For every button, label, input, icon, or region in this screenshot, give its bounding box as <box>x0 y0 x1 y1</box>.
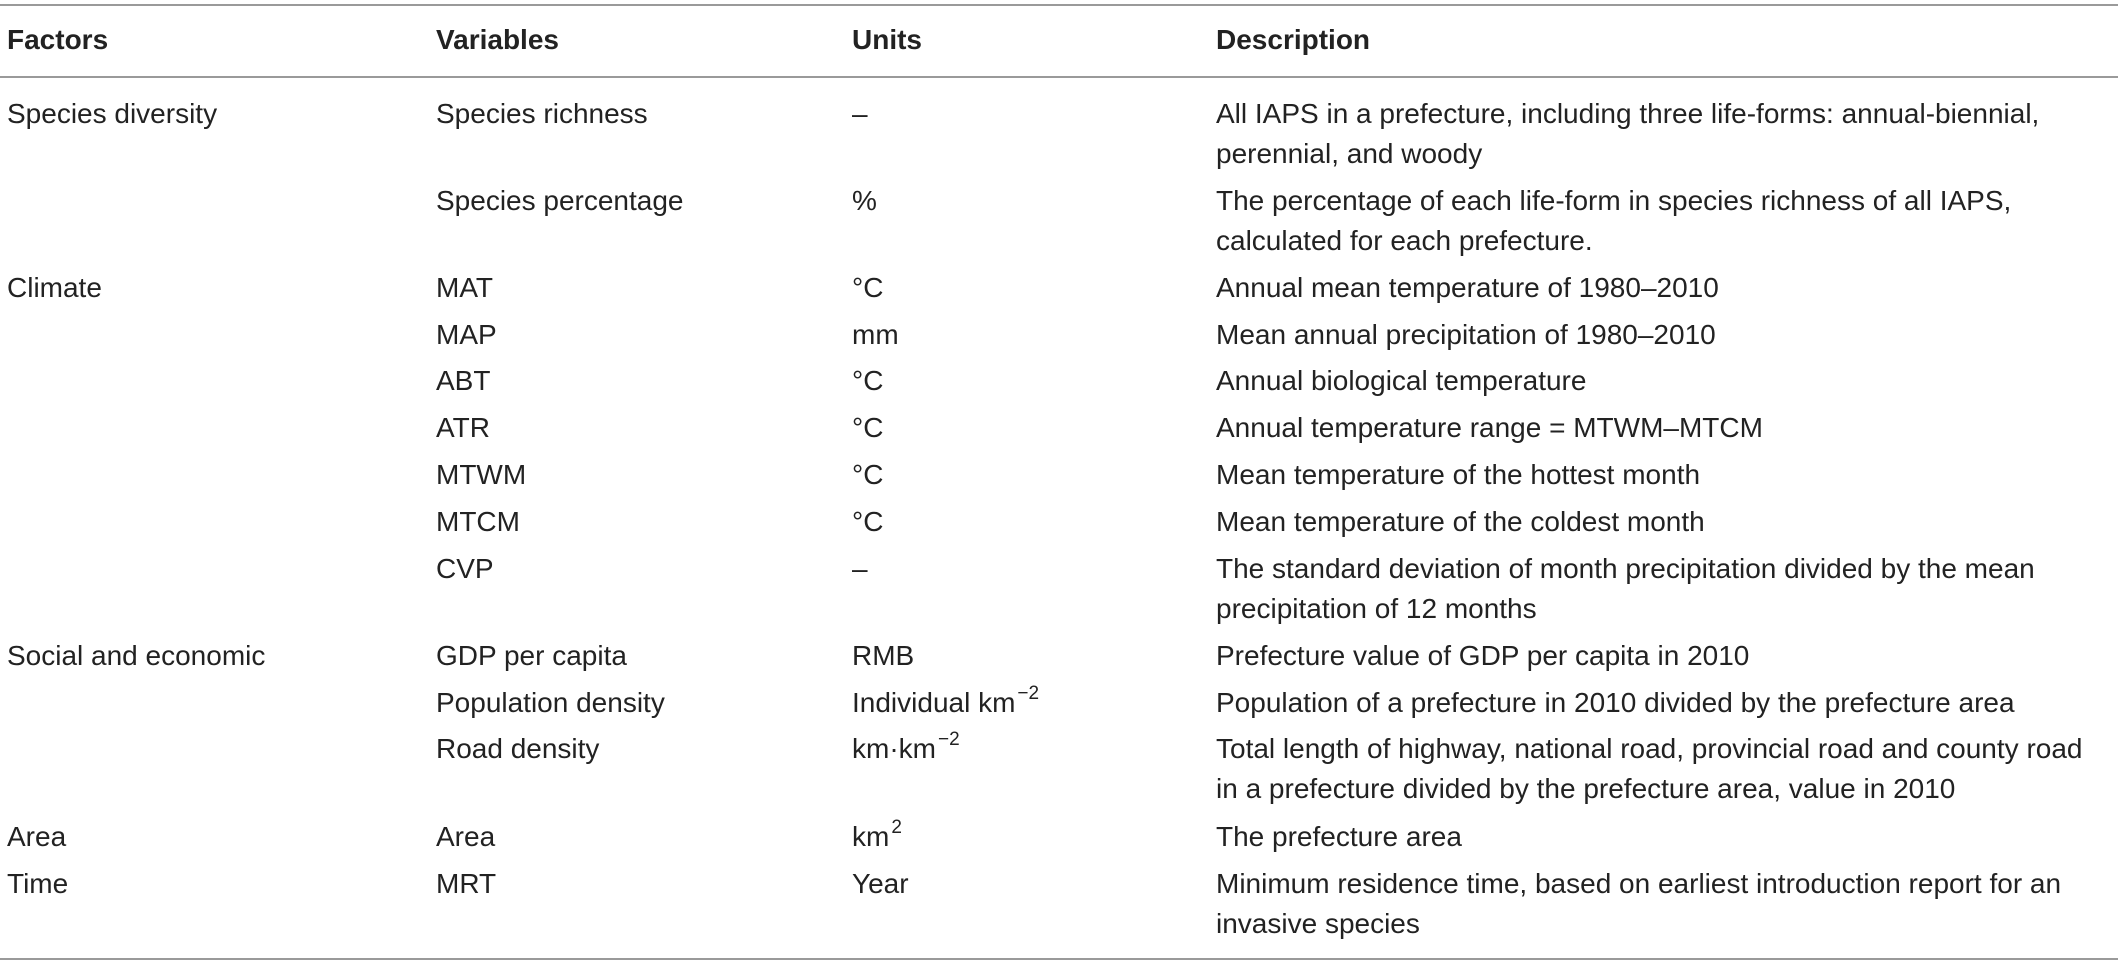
cell-variable: MTWM <box>436 459 527 490</box>
cell-variable: Species percentage <box>436 185 684 216</box>
cell-variable: Population density <box>436 687 665 718</box>
description-line: Annual mean temperature of 1980–2010 <box>1216 272 1719 303</box>
cell-description <box>1216 181 2111 261</box>
cell-description <box>1216 683 2111 723</box>
cell-variable: ABT <box>436 365 491 396</box>
cell-unit <box>852 408 883 448</box>
cell-unit <box>852 864 909 904</box>
cell-variable: GDP per capita <box>436 640 627 671</box>
cell-unit-text: °C <box>852 459 884 490</box>
header-factors: Factors <box>7 24 109 55</box>
cell-description <box>1216 408 2111 448</box>
cell-unit-text: °C <box>852 272 884 303</box>
description-line: Annual temperature range = MTWM–MTCM <box>1216 412 1763 443</box>
description-line: invasive species <box>1216 908 1420 939</box>
cell-unit-exponent: −2 <box>937 728 960 750</box>
cell-description <box>1216 268 2111 308</box>
cell-unit-text: km·km <box>852 733 936 764</box>
description-line: Mean temperature of the hottest month <box>1216 459 1701 490</box>
description-line: Total length of highway, national road, provincial road and county road <box>1216 733 2083 764</box>
cell-unit <box>852 729 960 769</box>
cell-variable: MTCM <box>436 506 520 537</box>
cell-unit <box>852 361 883 401</box>
cell-description <box>1216 94 2111 174</box>
cell-description <box>1216 817 2111 857</box>
cell-unit <box>852 181 877 221</box>
cell-unit <box>852 549 868 589</box>
cell-factor: Climate <box>7 272 102 303</box>
cell-unit-text: – <box>852 553 868 584</box>
cell-unit-text: RMB <box>852 640 915 671</box>
cell-unit-text: °C <box>852 412 884 443</box>
cell-unit-exponent: 2 <box>891 816 902 838</box>
cell-unit-text: km <box>852 821 890 852</box>
description-line: calculated for each prefecture. <box>1216 225 1593 256</box>
description-line: Mean annual precipitation of 1980–2010 <box>1216 319 1716 350</box>
cell-factor: Species diversity <box>7 98 218 129</box>
cell-unit-exponent: −2 <box>1017 682 1040 704</box>
cell-unit-text: mm <box>852 319 899 350</box>
cell-variable: ATR <box>436 412 490 443</box>
cell-unit <box>852 455 883 495</box>
cell-description <box>1216 502 2111 542</box>
header-description: Description <box>1216 24 1371 55</box>
cell-variable: CVP <box>436 553 494 584</box>
table-top-rule <box>0 4 2118 6</box>
header-variables: Variables <box>436 24 559 55</box>
cell-unit <box>852 315 899 355</box>
header-units: Units <box>852 24 922 55</box>
cell-unit-text: % <box>852 185 877 216</box>
cell-variable: Species richness <box>436 98 648 129</box>
cell-description <box>1216 636 2111 676</box>
cell-description <box>1216 455 2111 495</box>
cell-unit-text: Year <box>852 868 909 899</box>
cell-factor: Area <box>7 821 67 852</box>
description-line: Annual biological temperature <box>1216 365 1587 396</box>
description-line: precipitation of 12 months <box>1216 593 1537 624</box>
cell-variable: MAT <box>436 272 494 303</box>
description-line: The prefecture area <box>1216 821 1462 852</box>
cell-unit <box>852 636 914 676</box>
cell-unit <box>852 683 1039 723</box>
table-bottom-rule <box>0 958 2118 960</box>
cell-unit <box>852 817 902 857</box>
description-line: in a prefecture divided by the prefecture area, value in 2010 <box>1216 773 1956 804</box>
description-line: The percentage of each life-form in species richness of all IAPS, <box>1216 185 2012 216</box>
cell-variable: Road density <box>436 733 600 764</box>
description-line: All IAPS in a prefecture, including three life-forms: annual-biennial, <box>1216 98 2040 129</box>
description-line: Minimum residence time, based on earliest introduction report for an <box>1216 868 2062 899</box>
cell-unit-text: Individual km <box>852 687 1016 718</box>
cell-unit <box>852 502 883 542</box>
description-line: The standard deviation of month precipitation divided by the mean <box>1216 553 2035 584</box>
header-rule <box>0 76 2118 78</box>
cell-unit <box>852 94 868 134</box>
cell-factor: Social and economic <box>7 640 266 671</box>
cell-unit <box>852 268 883 308</box>
cell-variable: MAP <box>436 319 497 350</box>
description-line: Prefecture value of GDP per capita in 2010 <box>1216 640 1750 671</box>
cell-description <box>1216 315 2111 355</box>
description-line: perennial, and woody <box>1216 138 1483 169</box>
cell-unit-text: °C <box>852 506 884 537</box>
description-line: Population of a prefecture in 2010 divided by the prefecture area <box>1216 687 2015 718</box>
cell-unit-text: – <box>852 98 868 129</box>
description-line: Mean temperature of the coldest month <box>1216 506 1705 537</box>
cell-variable: MRT <box>436 868 497 899</box>
cell-unit-text: °C <box>852 365 884 396</box>
cell-description <box>1216 549 2111 629</box>
cell-description <box>1216 361 2111 401</box>
cell-variable: Area <box>436 821 496 852</box>
cell-description <box>1216 864 2111 944</box>
cell-description <box>1216 729 2111 809</box>
cell-factor: Time <box>7 868 69 899</box>
